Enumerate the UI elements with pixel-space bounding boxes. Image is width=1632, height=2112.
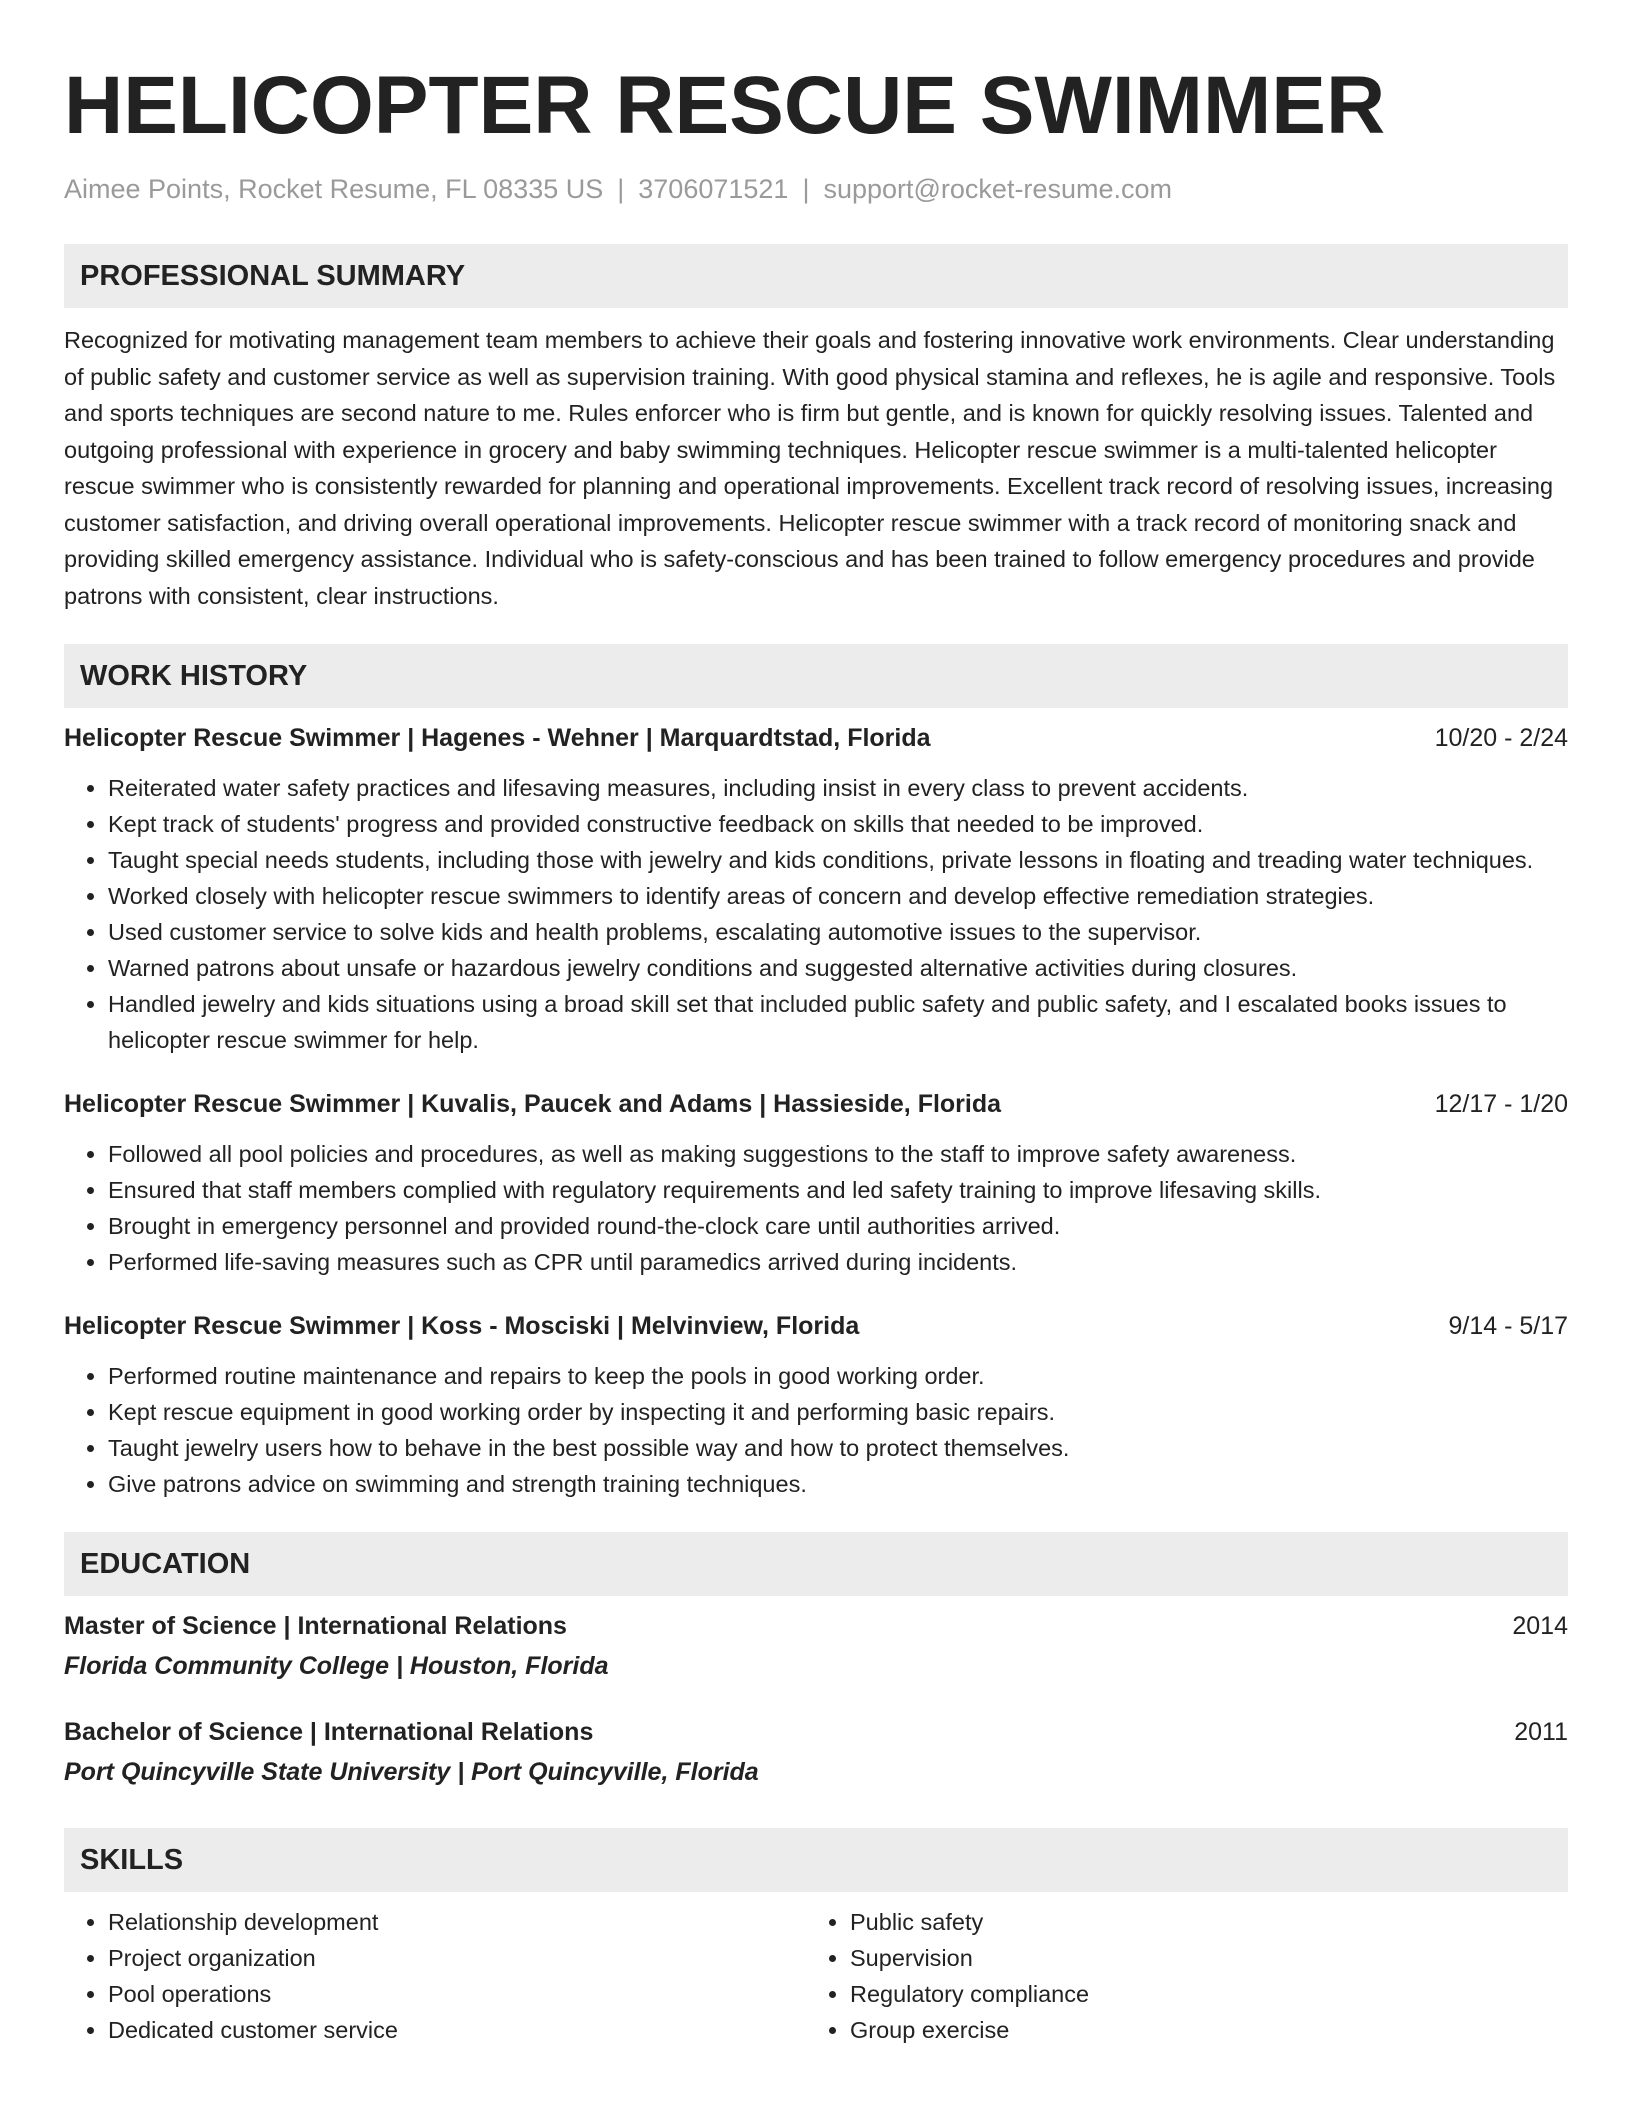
education-degree: Master of Science | International Relations: [64, 1612, 567, 1640]
skills-column-left: [64, 1892, 806, 2048]
skill-item: • Supervision: [850, 1940, 1548, 1976]
job-bullet: • Handled jewelry and kids situations using a broad skill set that included public safety and public safety, and I escalated books issues to helicopter rescue swimmer for help.: [108, 986, 1568, 1058]
contact-separator: |: [802, 174, 810, 204]
section-header-skills: SKILLS: [64, 1828, 1568, 1892]
skill-item: • Dedicated customer service: [108, 2012, 806, 2048]
job-entry: [64, 720, 1568, 1058]
education-heading-row: [64, 1714, 1568, 1750]
job-bullets: [64, 1358, 1568, 1502]
job-bullet: • Performed routine maintenance and repairs to keep the pools in good working order.: [108, 1358, 1568, 1394]
skill-item: • Pool operations: [108, 1976, 806, 2012]
job-bullet: • Taught jewelry users how to behave in the best possible way and how to protect themselves.: [108, 1430, 1568, 1466]
skill-item: • Project organization: [108, 1940, 806, 1976]
education-school: Florida Community College | Houston, Florida: [64, 1652, 609, 1680]
skill-item: • Public safety: [850, 1904, 1548, 1940]
job-bullets: [64, 1136, 1568, 1280]
contact-email: support@rocket-resume.com: [823, 174, 1172, 204]
job-bullet: • Followed all pool policies and procedures, as well as making suggestions to the staff to improve safety awareness.: [108, 1136, 1568, 1172]
section-header-summary: PROFESSIONAL SUMMARY: [64, 244, 1568, 308]
skill-item: • Relationship development: [108, 1904, 806, 1940]
job-heading-row: [64, 1086, 1568, 1122]
education-entry: [64, 1608, 1568, 1684]
contact-line: [64, 172, 1568, 206]
job-title: Helicopter Rescue Swimmer | Hagenes - Wehner | Marquardtstad, Florida: [64, 724, 931, 752]
job-bullet: • Warned patrons about unsafe or hazardous jewelry conditions and suggested alternative activities during closures.: [108, 950, 1568, 986]
job-bullet: • Ensured that staff members complied with regulatory requirements and led safety training to improve lifesaving skills.: [108, 1172, 1568, 1208]
job-bullet: • Brought in emergency personnel and provided round-the-clock care until authorities arrived.: [108, 1208, 1568, 1244]
job-bullet: • Reiterated water safety practices and lifesaving measures, including insist in every class to prevent accidents.: [108, 770, 1568, 806]
job-title: Helicopter Rescue Swimmer | Kuvalis, Paucek and Adams | Hassieside, Florida: [64, 1090, 1002, 1118]
contact-address: Aimee Points, Rocket Resume, FL 08335 US: [64, 174, 604, 204]
job-bullet: • Give patrons advice on swimming and strength training techniques.: [108, 1466, 1568, 1502]
job-dates: 9/14 - 5/17: [1448, 1312, 1568, 1340]
summary-text: Recognized for motivating management team members to achieve their goals and fostering innovative work environments. Clear understanding of public safety and customer service as well as supervision training. With good physical stamina and reflexes, he is agile and responsive. Tools and sports techniques are second nature to me. Rules enforcer who is firm but gentle, and is known for quickly resolving issues. Talented and outgoing professional with experience in grocery and baby swimming techniques. Helicopter rescue swimmer is a multi-talented helicopter rescue swimmer who is consistently rewarded for planning and operational improvements. Excellent track record of resolving issues, increasing customer satisfaction, and driving overall operational improvements. Helicopter rescue swimmer with a track record of monitoring snack and providing skilled emergency assistance. Individual who is safety-conscious and has been trained to follow emergency procedures and provide patrons with consistent, clear instructions.: [64, 327, 1556, 609]
job-bullet: • Worked closely with helicopter rescue swimmers to identify areas of concern and develop effective remediation strategies.: [108, 878, 1568, 914]
education-degree: Bachelor of Science | International Relations: [64, 1718, 594, 1746]
job-bullet: • Used customer service to solve kids and health problems, escalating automotive issues to the supervisor.: [108, 914, 1568, 950]
job-title: Helicopter Rescue Swimmer | Koss - Mosciski | Melvinview, Florida: [64, 1312, 860, 1340]
education-heading-row: [64, 1608, 1568, 1644]
skills-grid: [64, 1892, 1568, 2048]
job-bullets: [64, 770, 1568, 1058]
job-heading-row: [64, 1308, 1568, 1344]
resume-page: [64, 0, 1568, 2048]
resume-name: HELICOPTER RESCUE SWIMMER: [64, 60, 1386, 151]
job-entry: [64, 1308, 1568, 1502]
job-bullet: • Kept track of students' progress and provided constructive feedback on skills that needed to be improved.: [108, 806, 1568, 842]
skill-item: • Group exercise: [850, 2012, 1548, 2048]
job-bullet: • Taught special needs students, including those with jewelry and kids conditions, private lessons in floating and treading water techniques.: [108, 842, 1568, 878]
section-header-education: EDUCATION: [64, 1532, 1568, 1596]
job-bullet: • Kept rescue equipment in good working order by inspecting it and performing basic repairs.: [108, 1394, 1568, 1430]
job-dates: 10/20 - 2/24: [1434, 724, 1568, 752]
skills-list: [806, 1904, 1548, 2048]
job-entry: [64, 1086, 1568, 1280]
job-heading-row: [64, 720, 1568, 756]
skills-list: [64, 1904, 806, 2048]
job-bullet: • Performed life-saving measures such as CPR until paramedics arrived during incidents.: [108, 1244, 1568, 1280]
education-school: Port Quincyville State University | Port Quincyville, Florida: [64, 1758, 759, 1786]
education-year: 2011: [1514, 1718, 1568, 1746]
contact-phone: 3706071521: [638, 174, 789, 204]
education-year: 2014: [1512, 1612, 1568, 1640]
skills-column-right: [806, 1892, 1548, 2048]
job-dates: 12/17 - 1/20: [1434, 1090, 1568, 1118]
section-header-work: WORK HISTORY: [64, 644, 1568, 708]
contact-separator: |: [617, 174, 625, 204]
education-entry: [64, 1714, 1568, 1790]
skill-item: • Regulatory compliance: [850, 1976, 1548, 2012]
